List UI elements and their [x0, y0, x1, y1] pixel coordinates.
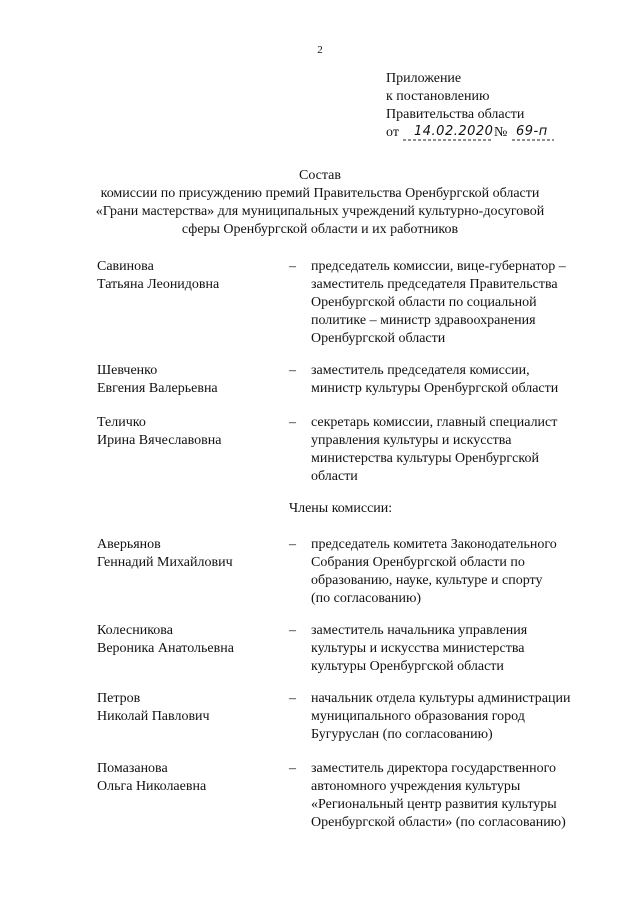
dash-separator: –	[289, 415, 296, 430]
person-surname: Аверьянов	[97, 537, 161, 552]
dash-separator: –	[289, 691, 296, 706]
person-given-name: Геннадий Михайлович	[97, 555, 233, 570]
appendix-date-line	[386, 124, 548, 142]
role-line: министр культуры Оренбургской области	[311, 381, 559, 396]
dash-separator: –	[289, 761, 296, 776]
role-line: Оренбургской области	[311, 331, 446, 346]
number-underline	[512, 139, 554, 143]
members-heading: Члены комиссии:	[289, 501, 393, 516]
handwritten-date: 14.02.2020	[414, 124, 494, 139]
dash-separator: –	[289, 259, 296, 274]
person-given-name: Татьяна Леонидовна	[97, 277, 220, 292]
role-line: «Региональный центр развития культуры	[311, 797, 557, 812]
role-line: секретарь комиссии, главный специалист	[311, 415, 558, 430]
page-number: 2	[317, 44, 323, 56]
dash-separator: –	[289, 537, 296, 552]
person-surname: Теличко	[97, 415, 146, 430]
from-label: от	[386, 125, 399, 140]
title-line-1: Состав	[298, 168, 341, 183]
person-surname: Шевченко	[97, 363, 158, 378]
handwritten-number: 69-п	[516, 124, 548, 139]
number-label: №	[494, 125, 508, 140]
document-title	[0, 167, 640, 239]
role-line: муниципального образования город	[311, 709, 525, 724]
role-line: заместитель председателя Правительства	[311, 277, 558, 292]
role-line: начальник отдела культуры администрации	[311, 691, 571, 706]
appendix-line-2: к постановлению	[386, 89, 490, 104]
role-line: культуры Оренбургской области	[311, 659, 504, 674]
person-given-name: Ирина Вячеславовна	[97, 433, 222, 448]
person-surname: Савинова	[97, 259, 154, 274]
appendix-block	[386, 70, 548, 142]
role-line: управления культуры и искусства	[311, 433, 512, 448]
role-line: Собрания Оренбургской области по	[311, 555, 525, 570]
role-line: председатель комитета Законодательного	[311, 537, 557, 552]
role-line: министерства культуры Оренбургской	[311, 451, 539, 466]
title-line-2: комиссии по присуждению премий Правительства Оренбургской области	[100, 186, 540, 201]
person-surname: Помазанова	[97, 761, 168, 776]
person-given-name: Николай Павлович	[97, 709, 210, 724]
role-line: Оренбургской области» (по согласованию)	[311, 815, 566, 830]
role-line: (по согласованию)	[311, 591, 422, 606]
dash-separator: –	[289, 363, 296, 378]
person-surname: Петров	[97, 691, 141, 706]
person-given-name: Ольга Николаевна	[97, 779, 207, 794]
role-line: заместитель директора государственного	[311, 761, 556, 776]
role-line: заместитель начальника управления	[311, 623, 528, 638]
role-line: заместитель председателя комиссии,	[311, 363, 530, 378]
appendix-line-1: Приложение	[386, 71, 462, 86]
person-given-name: Евгения Валерьевна	[97, 381, 218, 396]
role-line: области	[311, 469, 358, 484]
title-line-4: сферы Оренбургской области и их работников	[181, 222, 459, 237]
role-line: председатель комиссии, вице-губернатор –	[311, 259, 566, 274]
role-line: культуры и искусства министерства	[311, 641, 525, 656]
role-line: автономного учреждения культуры	[311, 779, 521, 794]
title-line-3: «Грани мастерства» для муниципальных учреждений культурно-досуговой	[95, 204, 545, 219]
role-line: образованию, науке, культуре и спорту	[311, 573, 543, 588]
appendix-line-3: Правительства области	[386, 107, 525, 122]
person-given-name: Вероника Анатольевна	[97, 641, 234, 656]
person-surname: Колесникова	[97, 623, 173, 638]
date-underline	[403, 139, 491, 143]
role-line: Бугуруслан (по согласованию)	[311, 727, 493, 742]
role-line: Оренбургской области по социальной	[311, 295, 537, 310]
dash-separator: –	[289, 623, 296, 638]
role-line: политике – министр здравоохранения	[311, 313, 536, 328]
